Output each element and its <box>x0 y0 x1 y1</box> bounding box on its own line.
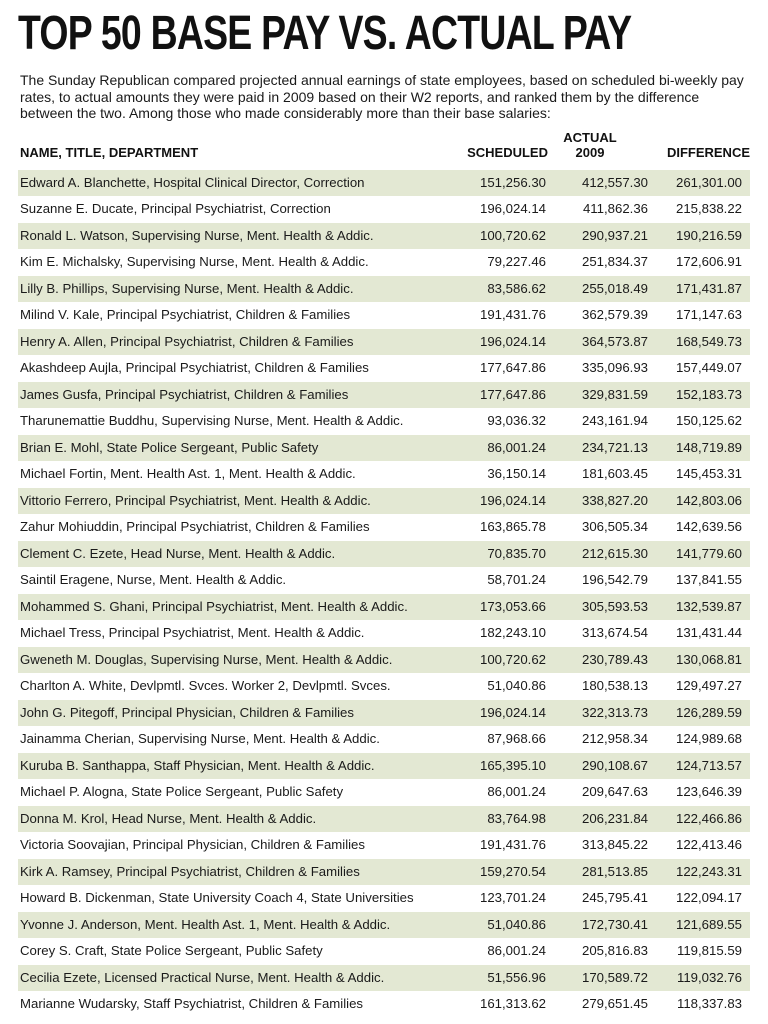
cell-difference: 121,689.55 <box>675 916 742 932</box>
cell-scheduled: 51,040.86 <box>487 916 546 932</box>
cell-name: Brian E. Mohl, State Police Sergeant, Public Safety <box>20 439 319 455</box>
cell-scheduled: 163,865.78 <box>479 519 546 534</box>
table-row <box>18 223 750 250</box>
cell-difference: 124,713.57 <box>675 757 742 773</box>
cell-actual: 313,845.22 <box>581 837 648 852</box>
cell-scheduled: 79,227.46 <box>487 254 546 269</box>
cell-scheduled: 196,024.14 <box>479 333 546 349</box>
cell-difference: 137,841.55 <box>675 572 742 587</box>
table-row <box>18 753 750 780</box>
cell-scheduled: 86,001.24 <box>487 943 546 958</box>
cell-name: Ronald L. Watson, Supervising Nurse, Ment. Health & Addic. <box>20 227 374 243</box>
cell-actual: 290,937.21 <box>581 227 648 243</box>
cell-difference: 171,431.87 <box>675 280 742 296</box>
table-row <box>18 965 750 992</box>
cell-actual: 335,096.93 <box>581 360 648 375</box>
cell-difference: 124,989.68 <box>675 731 742 746</box>
cell-actual: 245,795.41 <box>581 890 648 905</box>
table-row <box>18 302 750 329</box>
header-actual <box>550 130 630 160</box>
table-row <box>18 594 750 621</box>
cell-actual: 205,816.83 <box>581 943 648 958</box>
cell-actual: 243,161.94 <box>581 413 648 428</box>
cell-difference: 119,032.76 <box>676 969 742 985</box>
cell-difference: 150,125.62 <box>675 413 742 428</box>
cell-scheduled: 159,270.54 <box>479 863 546 879</box>
table-row <box>18 276 750 303</box>
table-row <box>18 196 750 223</box>
cell-scheduled: 51,040.86 <box>487 678 546 693</box>
cell-name: Corey S. Craft, State Police Sergeant, Public Safety <box>20 943 323 958</box>
cell-actual: 305,593.53 <box>581 598 648 614</box>
cell-scheduled: 161,313.62 <box>479 996 546 1011</box>
cell-difference: 215,838.22 <box>675 201 742 216</box>
cell-difference: 123,646.39 <box>675 784 742 799</box>
header-difference: DIFFERENCE <box>666 144 750 160</box>
cell-scheduled: 182,243.10 <box>479 625 546 640</box>
table-row <box>18 620 750 647</box>
cell-name: Victoria Soovajian, Principal Physician, Children & Families <box>20 837 365 852</box>
cell-difference: 145,453.31 <box>675 466 742 481</box>
header-name: NAME, TITLE, DEPARTMENT <box>20 144 199 160</box>
cell-actual: 279,651.45 <box>581 996 648 1011</box>
cell-name: Charlton A. White, Devlpmtl. Svces. Worker 2, Devlpmtl. Svces. <box>20 678 391 693</box>
cell-scheduled: 177,647.86 <box>479 360 546 375</box>
cell-scheduled: 191,431.76 <box>479 307 546 322</box>
table-row <box>18 991 750 1018</box>
table-row <box>18 832 750 859</box>
cell-actual: 196,542.79 <box>581 572 648 587</box>
cell-name: Edward A. Blanchette, Hospital Clinical Director, Correction <box>20 174 365 190</box>
cell-name: Jainamma Cherian, Supervising Nurse, Ment. Health & Addic. <box>20 731 380 746</box>
cell-scheduled: 87,968.66 <box>487 731 546 746</box>
pay-table <box>18 170 750 1018</box>
cell-difference: 122,094.17 <box>675 890 742 905</box>
cell-scheduled: 196,024.14 <box>479 201 546 216</box>
cell-difference: 122,466.86 <box>675 810 742 826</box>
cell-difference: 148,719.89 <box>675 439 742 455</box>
cell-difference: 130,068.81 <box>675 651 742 667</box>
cell-actual: 329,831.59 <box>581 386 648 402</box>
cell-scheduled: 93,036.32 <box>487 413 546 428</box>
cell-name: Kirk A. Ramsey, Principal Psychiatrist, Children & Families <box>20 863 360 879</box>
cell-scheduled: 123,701.24 <box>479 890 546 905</box>
header-actual-line2: 2009 <box>575 144 605 160</box>
table-row <box>18 435 750 462</box>
cell-actual: 181,603.45 <box>581 466 648 481</box>
cell-scheduled: 165,395.10 <box>479 757 546 773</box>
table-row <box>18 514 750 541</box>
cell-difference: 157,449.07 <box>675 360 742 375</box>
cell-name: Saintil Eragene, Nurse, Ment. Health & Addic. <box>20 572 287 587</box>
table-row <box>18 329 750 356</box>
cell-difference: 261,301.00 <box>675 174 742 190</box>
cell-name: Kuruba B. Santhappa, Staff Physician, Ment. Health & Addic. <box>20 757 375 773</box>
cell-name: Howard B. Dickenman, State University Coach 4, State Universities <box>20 890 414 905</box>
cell-difference: 172,606.91 <box>675 254 742 269</box>
cell-scheduled: 83,586.62 <box>487 280 546 296</box>
cell-name: Lilly B. Phillips, Supervising Nurse, Ment. Health & Addic. <box>20 280 354 296</box>
cell-actual: 364,573.87 <box>581 333 648 349</box>
cell-actual: 411,862.36 <box>582 201 648 216</box>
cell-actual: 212,615.30 <box>581 545 648 561</box>
cell-name: Vittorio Ferrero, Principal Psychiatrist, Ment. Health & Addic. <box>20 492 371 508</box>
cell-name: Marianne Wudarsky, Staff Psychiatrist, Children & Families <box>20 996 363 1011</box>
table-row <box>18 647 750 674</box>
cell-difference: 152,183.73 <box>675 386 742 402</box>
cell-scheduled: 86,001.24 <box>487 784 546 799</box>
cell-scheduled: 177,647.86 <box>479 386 546 402</box>
table-row <box>18 567 750 594</box>
table-row <box>18 382 750 409</box>
cell-difference: 122,243.31 <box>675 863 742 879</box>
cell-actual: 313,674.54 <box>581 625 648 640</box>
cell-actual: 209,647.63 <box>581 784 648 799</box>
table-row <box>18 673 750 700</box>
cell-difference: 142,803.06 <box>675 492 742 508</box>
cell-actual: 338,827.20 <box>581 492 648 508</box>
cell-difference: 126,289.59 <box>675 704 742 720</box>
cell-difference: 129,497.27 <box>675 678 742 693</box>
cell-actual: 206,231.84 <box>581 810 648 826</box>
cell-difference: 142,639.56 <box>675 519 742 534</box>
cell-difference: 131,431.44 <box>675 625 742 640</box>
cell-name: Clement C. Ezete, Head Nurse, Ment. Health & Addic. <box>20 545 336 561</box>
table-row <box>18 408 750 435</box>
cell-name: Mohammed S. Ghani, Principal Psychiatrist, Ment. Health & Addic. <box>20 598 408 614</box>
cell-difference: 118,337.83 <box>676 996 742 1011</box>
table-row <box>18 779 750 806</box>
cell-name: Yvonne J. Anderson, Ment. Health Ast. 1, Ment. Health & Addic. <box>20 916 391 932</box>
cell-name: Gweneth M. Douglas, Supervising Nurse, Ment. Health & Addic. <box>20 651 393 667</box>
table-row <box>18 859 750 886</box>
table-row <box>18 726 750 753</box>
cell-actual: 212,958.34 <box>581 731 648 746</box>
cell-name: Milind V. Kale, Principal Psychiatrist, Children & Families <box>20 307 351 322</box>
cell-actual: 170,589.72 <box>581 969 648 985</box>
cell-actual: 281,513.85 <box>581 863 648 879</box>
cell-actual: 362,579.39 <box>581 307 648 322</box>
table-row <box>18 249 750 276</box>
cell-scheduled: 58,701.24 <box>487 572 546 587</box>
cell-difference: 171,147.63 <box>675 307 742 322</box>
cell-scheduled: 196,024.14 <box>479 492 546 508</box>
cell-scheduled: 191,431.76 <box>479 837 546 852</box>
table-row <box>18 885 750 912</box>
cell-scheduled: 196,024.14 <box>479 704 546 720</box>
cell-scheduled: 100,720.62 <box>479 651 546 667</box>
table-row <box>18 938 750 965</box>
cell-difference: 168,549.73 <box>675 333 742 349</box>
cell-difference: 141,779.60 <box>675 545 742 561</box>
intro-paragraph: The Sunday Republican compared projected annual earnings of state employees, based on scheduled bi-weekly pay rates, to actual amounts they were paid in 2009 based on their W2 reports, and ranked them by the difference between the two. Among those who made considerably more than their base salaries: <box>20 72 744 121</box>
cell-scheduled: 173,053.66 <box>479 598 546 614</box>
cell-name: Zahur Mohiuddin, Principal Psychiatrist, Children & Families <box>20 519 370 534</box>
table-row <box>18 355 750 382</box>
cell-actual: 255,018.49 <box>581 280 648 296</box>
table-header <box>18 128 750 170</box>
table-row <box>18 700 750 727</box>
cell-actual: 172,730.41 <box>581 916 648 932</box>
cell-name: Donna M. Krol, Head Nurse, Ment. Health & Addic. <box>20 810 317 826</box>
cell-name: Suzanne E. Ducate, Principal Psychiatrist, Correction <box>20 201 331 216</box>
cell-actual: 180,538.13 <box>581 678 648 693</box>
cell-actual: 234,721.13 <box>581 439 648 455</box>
cell-actual: 290,108.67 <box>581 757 648 773</box>
cell-name: Akashdeep Aujla, Principal Psychiatrist, Children & Families <box>20 360 369 375</box>
header-scheduled: SCHEDULED <box>467 144 548 160</box>
cell-difference: 122,413.46 <box>675 837 742 852</box>
cell-name: John G. Pitegoff, Principal Physician, Children & Families <box>20 704 354 720</box>
cell-actual: 251,834.37 <box>581 254 648 269</box>
table-row <box>18 170 750 197</box>
page-title: TOP 50 BASE PAY VS. ACTUAL PAY <box>18 7 632 60</box>
table-row <box>18 806 750 833</box>
cell-scheduled: 36,150.14 <box>487 466 546 481</box>
cell-actual: 230,789.43 <box>581 651 648 667</box>
cell-name: Michael Fortin, Ment. Health Ast. 1, Ment. Health & Addic. <box>20 466 356 481</box>
cell-name: Tharunemattie Buddhu, Supervising Nurse, Ment. Health & Addic. <box>20 413 404 428</box>
cell-name: Michael P. Alogna, State Police Sergeant, Public Safety <box>20 784 344 799</box>
cell-scheduled: 83,764.98 <box>487 810 546 826</box>
table-row <box>18 912 750 939</box>
cell-scheduled: 70,835.70 <box>487 545 546 561</box>
table-row <box>18 541 750 568</box>
cell-actual: 412,557.30 <box>581 174 648 190</box>
cell-actual: 322,313.73 <box>581 704 648 720</box>
cell-actual: 306,505.34 <box>581 519 648 534</box>
cell-name: Michael Tress, Principal Psychiatrist, Ment. Health & Addic. <box>20 625 365 640</box>
cell-scheduled: 100,720.62 <box>479 227 546 243</box>
cell-name: Henry A. Allen, Principal Psychiatrist, Children & Families <box>20 333 354 349</box>
table-row <box>18 461 750 488</box>
cell-difference: 132,539.87 <box>675 598 742 614</box>
table-row <box>18 488 750 515</box>
cell-difference: 190,216.59 <box>675 227 742 243</box>
cell-scheduled: 151,256.30 <box>479 174 546 190</box>
cell-name: Kim E. Michalsky, Supervising Nurse, Ment. Health & Addic. <box>20 254 369 269</box>
cell-name: James Gusfa, Principal Psychiatrist, Children & Families <box>20 386 349 402</box>
cell-scheduled: 86,001.24 <box>487 439 546 455</box>
cell-name: Cecilia Ezete, Licensed Practical Nurse, Ment. Health & Addic. <box>20 969 385 985</box>
cell-scheduled: 51,556.96 <box>487 969 546 985</box>
header-actual-line1: ACTUAL <box>563 129 617 145</box>
cell-difference: 119,815.59 <box>676 943 742 958</box>
